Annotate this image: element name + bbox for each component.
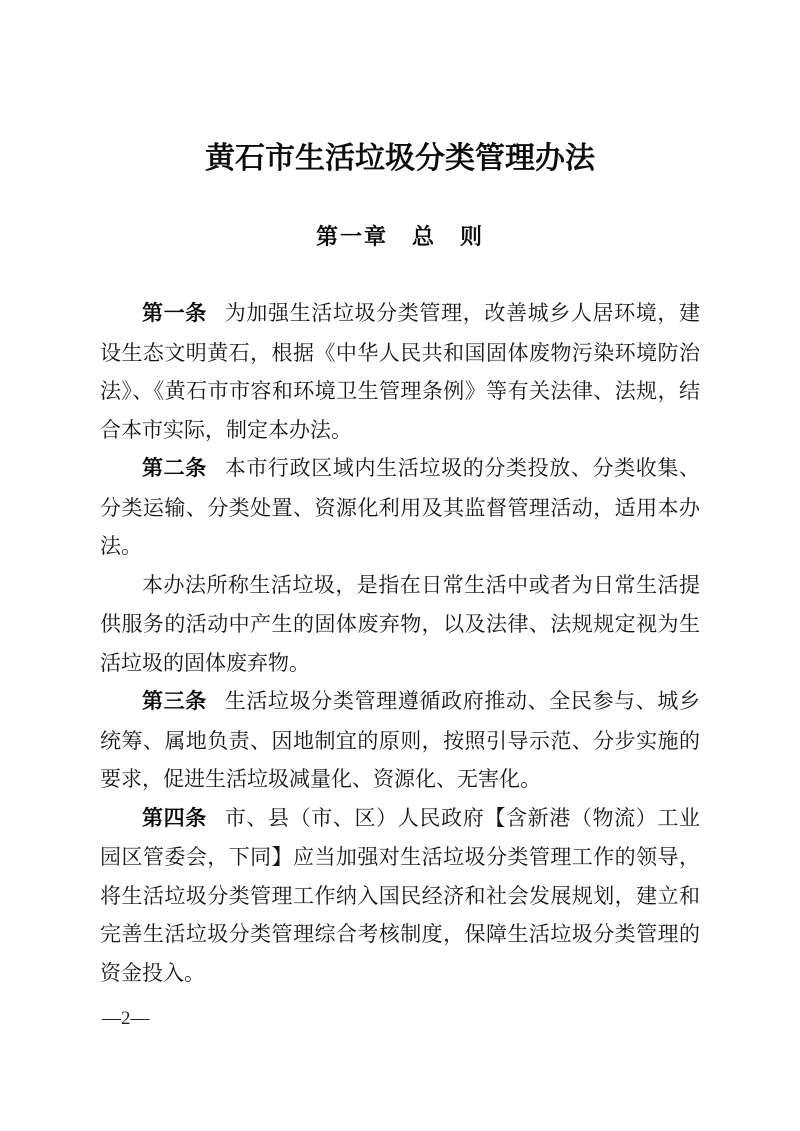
article-1-paragraph xyxy=(100,294,700,449)
document-body xyxy=(100,294,700,992)
article-2-definition-paragraph xyxy=(100,566,700,683)
article-2-text: 本市行政区域内生活垃圾的分类投放、分类收集、分类运输、分类处置、资源化利用及其监督管理活动，适用本办法。 xyxy=(100,456,701,558)
article-4-text: 市、县（市、区）人民政府【含新港（物流）工业园区管委会，下同】应当加强对生活垃圾分类管理工作的领导，将生活垃圾分类管理工作纳入国民经济和社会发展规划，建立和完善生活垃圾分类管理综合考核制度，保障生活垃圾分类管理的资金投入。 xyxy=(100,805,701,985)
article-4-paragraph xyxy=(100,799,700,993)
article-3-paragraph xyxy=(100,682,700,799)
document-title: 黄石市生活垃圾分类管理办法 xyxy=(205,142,595,175)
article-1-text: 为加强生活垃圾分类管理，改善城乡人居环境，建设生态文明黄石，根据《中华人民共和国固体废物污染环境防治法》、《黄石市市容和环境卫生管理条例》等有关法律、法规，结合本市实际，制定本办法。 xyxy=(100,301,701,442)
article-3-text: 生活垃圾分类管理遵循政府推动、全民参与、城乡统筹、属地负责、因地制宜的原则，按照引导示范、分步实施的要求，促进生活垃圾减量化、资源化、无害化。 xyxy=(100,689,701,791)
chapter-heading: 第一章 总 则 xyxy=(315,224,484,249)
article-3-label: 第三条 xyxy=(142,690,207,713)
article-2-paragraph xyxy=(100,449,700,566)
article-1-label: 第一条 xyxy=(142,302,207,325)
article-2-label: 第二条 xyxy=(142,457,207,480)
article-2-definition-text: 本办法所称生活垃圾，是指在日常生活中或者为日常生活提供服务的活动中产生的固体废弃物，以及法律、法规规定视为生活垃圾的固体废弃物。 xyxy=(100,572,700,675)
article-4-label: 第四条 xyxy=(142,806,207,830)
page-number: —2— xyxy=(102,1008,150,1029)
